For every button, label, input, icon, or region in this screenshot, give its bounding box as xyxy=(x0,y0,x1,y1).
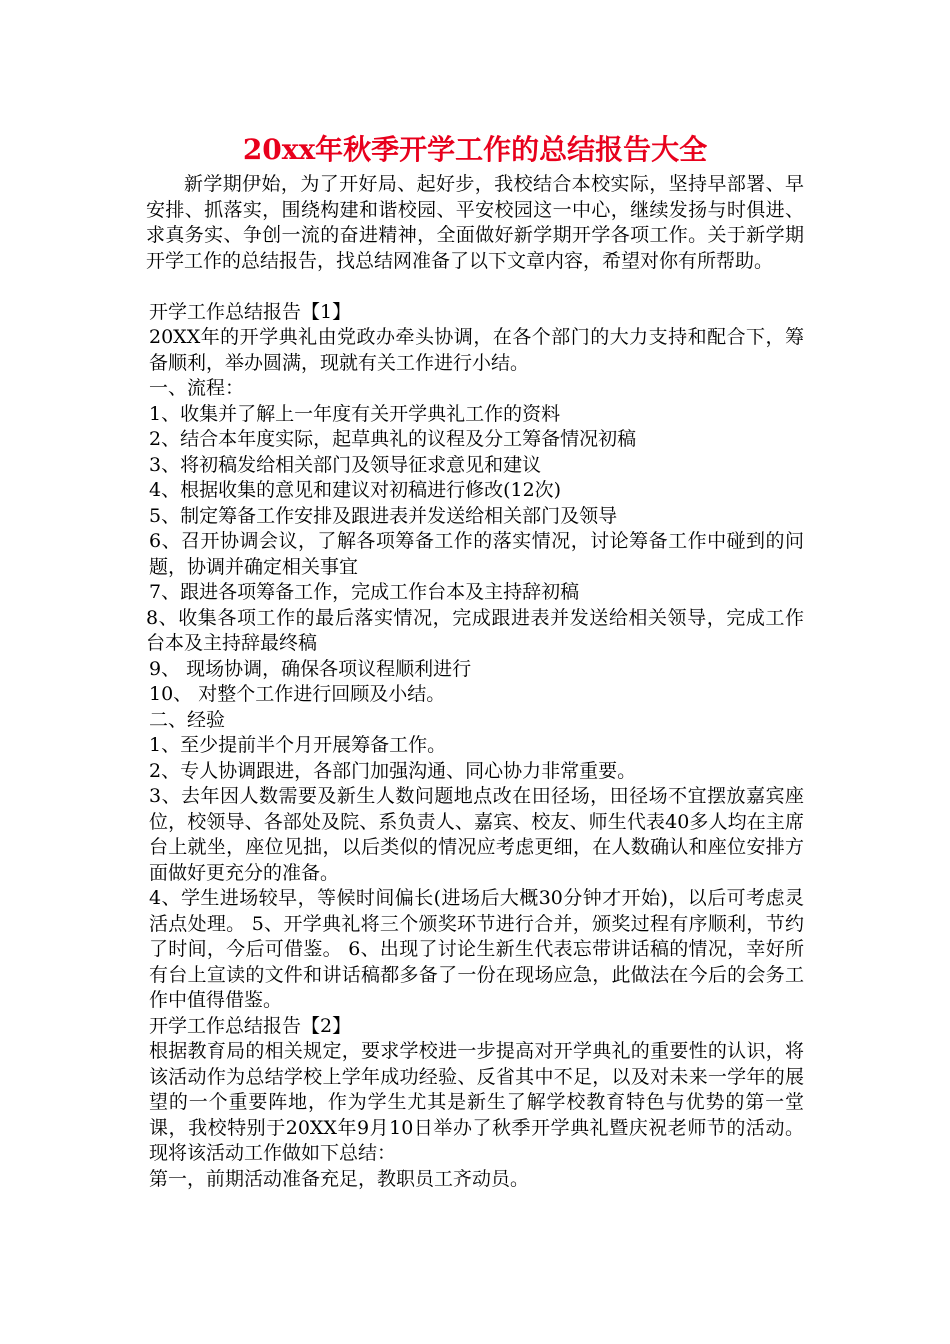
paragraph: 根据教育局的相关规定，要求学校进一步提高对开学典礼的重要性的认识，将该活动作为总结学校上学年成功经验、反省其中不足，以及对未来一学年的展望的一个重要阵地，作为学生尤其是新生了解学校教育特色与优势的第一堂课，我校特别于20XX年9月10日举办了秋季开学典礼暨庆祝老师节的活动。现将该活动工作做如下总结： xyxy=(149,1040,804,1164)
subsection-heading: 二、经验 xyxy=(149,708,226,731)
list-item: 1、收集并了解上一年度有关开学典礼工作的资料 xyxy=(149,402,561,425)
paragraph: 20XX年的开学典礼由党政办牵头协调，在各个部门的大力支持和配合下，筹备顺利，举办圆满，现就有关工作进行小结。 xyxy=(149,326,804,374)
list-item: 1、至少提前半个月开展筹备工作。 xyxy=(149,734,447,756)
intro-paragraph: 新学期伊始，为了开好局、起好步，我校结合本校实际，坚持早部署、早安排、抓落实，围绕构建和谐校园、平安校园这一中心，继续发扬与时俱进、求真务实、争创一流的奋进精神，全面做好新学期开学各项工作。关于新学期开学工作的总结报告，找总结网准备了以下文章内容，希望对你有所帮助。 xyxy=(146,173,804,272)
blank-line xyxy=(146,274,804,300)
section-heading: 开学工作总结报告【2】 xyxy=(149,1014,352,1037)
document-title: 20xx年秋季开学工作的总结报告大全 xyxy=(242,133,708,166)
list-item: 4、根据收集的意见和建议对初稿进行修改(12次) xyxy=(149,479,562,501)
list-item: 2、专人协调跟进，各部门加强沟通、同心协力非常重要。 xyxy=(149,759,637,782)
list-item: 10、 对整个工作进行回顾及小结。 xyxy=(149,683,446,705)
list-item: 5、制定筹备工作安排及跟进表并发送给相关部门及领导 xyxy=(149,504,618,527)
list-item: 7、跟进各项筹备工作，完成工作台本及主持辞初稿 xyxy=(149,581,580,603)
list-item: 6、召开协调会议，了解各项筹备工作的落实情况，讨论筹备工作中碰到的问题，协调并确定相关事宜 xyxy=(149,530,804,578)
section-heading: 开学工作总结报告【1】 xyxy=(149,300,352,323)
list-item: 8、收集各项工作的最后落实情况，完成跟进表并发送给相关领导，完成工作台本及主持辞最终稿 xyxy=(146,606,804,654)
list-item: 2、结合本年度实际，起草典礼的议程及分工筹备情况初稿 xyxy=(149,428,637,450)
paragraph: 第一，前期活动准备充足，教职员工齐动员。 xyxy=(149,1167,530,1190)
list-item: 4、学生进场较早，等候时间偏长(进场后大概30分钟才开始)，以后可考虑灵活点处理。 5、开学典礼将三个颁奖环节进行合并，颁奖过程有序顺利，节约了时间，今后可借鉴。 6、出现了讨论生新生代表忘带讲话稿的情况，幸好所有台上宣读的文件和讲话稿都多备了一份在现场应急，此做法在今后的会务工作中值得借鉴。 xyxy=(149,887,804,1011)
list-item: 9、 现场协调，确保各项议程顺利进行 xyxy=(149,657,472,680)
subsection-heading: 一、流程： xyxy=(149,377,245,399)
document-body xyxy=(146,172,804,1192)
list-item: 3、去年因人数需要及新生人数问题地点改在田径场，田径场不宜摆放嘉宾座位，校领导、各部处及院、系负责人、嘉宾、校友、师生代表40多人均在主席台上就坐，座位见拙，以后类似的情况应考虑更细，在人数确认和座位安排方面做好更充分的准备。 xyxy=(149,785,804,884)
list-item: 3、将初稿发给相关部门及领导征求意见和建议 xyxy=(149,453,542,476)
